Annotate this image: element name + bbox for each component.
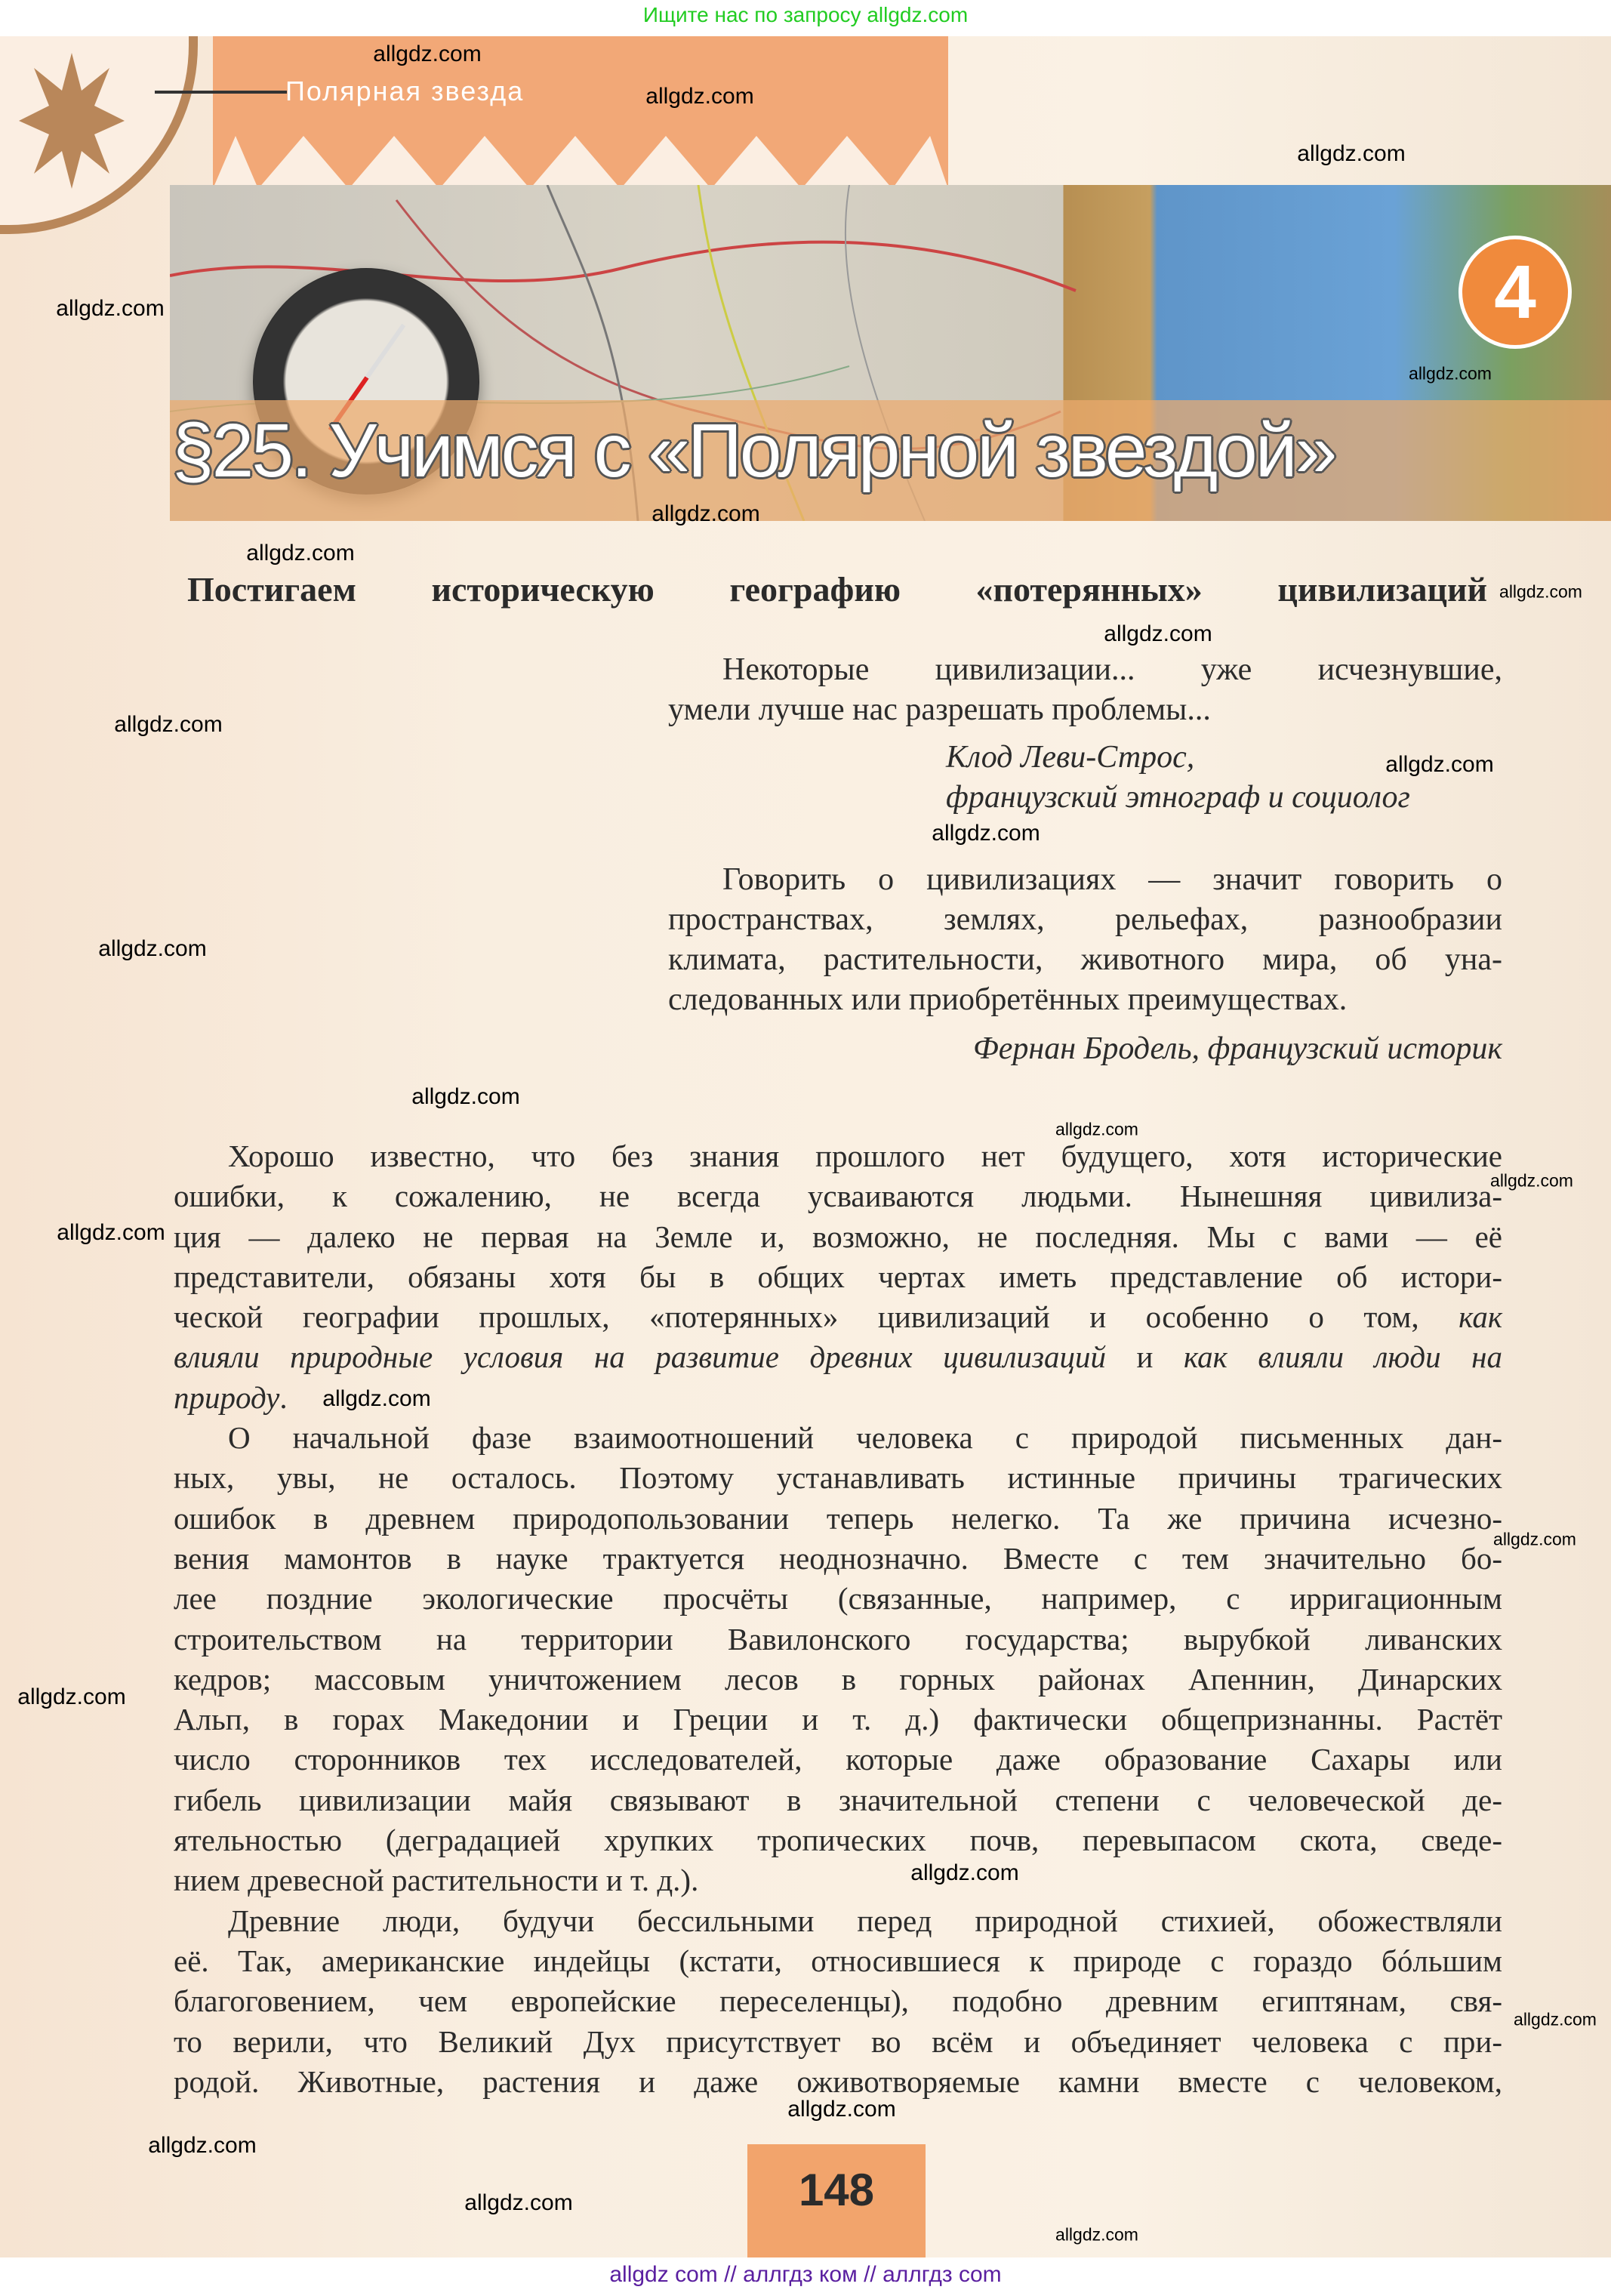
text-line: [174, 1780, 1502, 1820]
text-line: [174, 1217, 1502, 1257]
watermark: allgdz.com: [56, 296, 165, 321]
watermark: allgdz.com: [1385, 752, 1494, 777]
text-line: [174, 2022, 1502, 2062]
text-line: [174, 1901, 1502, 1941]
text-line: [174, 1136, 1502, 1176]
text-segment: Альп, в горах Македонии и Греции и т. д.) фактически общепризнанны. Растёт: [174, 1702, 1502, 1737]
text-segment: ческой географии прошлых, «потерянных» цивилизаций и особенно о том,: [174, 1299, 1459, 1335]
text-line: [174, 1176, 1502, 1216]
text-line: [174, 1620, 1502, 1660]
text-segment: вения мамонтов в науке трактуется неоднозначно. Вместе с тем значительно бо-: [174, 1540, 1502, 1576]
watermark: allgdz.com: [57, 1220, 165, 1245]
star-icon: [15, 45, 128, 196]
text-segment: ошибки, к сожалению, не всегда усваиваются людьми. Нынешняя цивилиза-: [174, 1179, 1502, 1214]
text-line: [174, 1297, 1502, 1337]
text-segment: гибель цивилизации майя связывают в значительной степени с человеческой де-: [174, 1782, 1502, 1817]
text-segment: лее поздние экологические просчёты (связанные, например, с ирригационным: [174, 1581, 1502, 1616]
text-segment: строительством на территории Вавилонского государства; вырубкой ливанских: [174, 1621, 1502, 1657]
epigraph-author: Клод Леви-Строс,: [946, 740, 1195, 775]
watermark: allgdz.com: [114, 712, 223, 737]
watermark: allgdz.com: [1493, 1529, 1576, 1549]
watermark: allgdz.com: [1514, 2009, 1597, 2029]
italic-text: влияли природные условия на развитие древних цивилизаций: [174, 1339, 1106, 1375]
text-line: [174, 1660, 1502, 1700]
watermark: allgdz.com: [411, 1084, 520, 1109]
text-segment: нием древесной растительности и т. д.).: [174, 1863, 699, 1898]
watermark: allgdz.com: [98, 936, 207, 961]
watermark: allgdz.com: [1104, 621, 1212, 646]
chapter-number-badge: 4: [1459, 236, 1572, 349]
text-line: [174, 1740, 1502, 1780]
epigraph-line: Говорить о цивилизациях — значит говорить о: [722, 862, 1502, 897]
epigraph-author: Фернан Бродель, французский историк: [972, 1031, 1502, 1066]
text-segment: ных, увы, не осталось. Поэтому устанавливать истинные причины трагических: [174, 1460, 1502, 1496]
text-line: [174, 1820, 1502, 1860]
watermark: allgdz.com: [373, 42, 482, 66]
epigraph-line: умели лучше нас разрешать проблемы...: [668, 692, 1211, 727]
watermark: allgdz.com: [1055, 1119, 1138, 1139]
site-footer-note: allgdz com // аллгдз ком // аллгдз com: [609, 2262, 1002, 2287]
text-segment: благоговением, чем европейские переселенцы), подобно древним египтянам, свя-: [174, 1983, 1502, 2019]
epigraph-line: Некоторые цивилизации... уже исчезнувшие,: [722, 652, 1502, 687]
banner-rule: [155, 91, 287, 94]
text-segment: число сторонников тех исследователей, которые даже образование Сахары или: [174, 1742, 1502, 1777]
watermark: allgdz.com: [1409, 363, 1492, 384]
epigraph-1-author: [946, 738, 1505, 818]
text-segment: Древние люди, будучи бессильными перед природной стихией, обожествляли: [228, 1903, 1502, 1938]
epigraph-line: климата, растительности, животного мира, об уна-: [668, 942, 1502, 977]
text-segment: ятельностью (деградацией хрупких тропических почв, перевыпасом скота, сведе-: [174, 1823, 1502, 1858]
text-segment: и: [1105, 1339, 1184, 1375]
epigraph-line: следованных или приобретённых преимуществах.: [668, 982, 1348, 1017]
watermark: allgdz.com: [1297, 141, 1406, 166]
watermark: allgdz.com: [645, 84, 754, 109]
watermark: allgdz.com: [910, 1860, 1019, 1885]
watermark: allgdz.com: [1499, 581, 1582, 602]
text-segment: .: [279, 1379, 288, 1415]
text-line: [174, 1579, 1502, 1619]
section-label: Полярная звезда: [285, 76, 525, 106]
paragraph: [174, 1136, 1502, 1418]
epigraph-1: [668, 650, 1502, 730]
text-line: [174, 1257, 1502, 1297]
paragraph: [174, 1901, 1502, 2102]
watermark: allgdz.com: [787, 2097, 896, 2122]
body-text: [174, 1136, 1502, 2102]
text-line: [174, 1700, 1502, 1740]
italic-text: природу: [174, 1379, 280, 1415]
text-segment: то верили, что Великий Дух присутствует во всём и объединяет человека с при-: [174, 2023, 1502, 2059]
search-hint: Ищите нас по запросу allgdz.com: [642, 3, 969, 26]
text-segment: представители, обязаны хотя бы в общих чертах иметь представление об истори-: [174, 1259, 1502, 1294]
epigraph-author-role: французский этнограф и социолог: [946, 780, 1410, 815]
watermark: allgdz.com: [148, 2133, 257, 2158]
epigraph-2: [668, 860, 1502, 1069]
watermark: allgdz.com: [932, 821, 1040, 846]
text-line: [174, 1860, 1502, 1900]
text-line: [174, 1337, 1502, 1377]
text-segment: ошибок в древнем природопользовании теперь нелегко. Та же причина исчезно-: [174, 1500, 1502, 1536]
paragraph: [174, 1418, 1502, 1901]
text-line: [174, 1418, 1502, 1458]
watermark: allgdz.com: [1055, 2224, 1138, 2245]
text-segment: её. Так, американские индейцы (кстати, относившиеся к природе с гораздо бóльшим: [174, 1943, 1502, 1978]
text-line: [174, 1539, 1502, 1579]
watermark: allgdz.com: [651, 501, 760, 526]
text-line: [174, 1458, 1502, 1498]
page-title: §25. Учимся с «Полярной звездой»: [172, 408, 1335, 493]
page-number: 148: [798, 2165, 875, 2215]
text-segment: Хорошо известно, что без знания прошлого нет будущего, хотя исторические: [228, 1139, 1502, 1173]
text-segment: кедров; массовым уничтожением лесов в горных районах Апеннин, Динарских: [174, 1661, 1502, 1697]
watermark: allgdz.com: [322, 1386, 431, 1411]
text-segment: ция — далеко не первая на Земле и, возможно, не последняя. Мы с вами — её: [174, 1219, 1502, 1254]
watermark: allgdz.com: [246, 541, 355, 566]
text-segment: О начальной фазе взаимоотношений человека с природой письменных дан-: [228, 1420, 1502, 1456]
epigraph-line: пространствах, землях, рельефах, разнообразии: [668, 902, 1502, 937]
italic-text: как: [1459, 1299, 1502, 1335]
watermark: allgdz.com: [17, 1684, 126, 1709]
text-line: [174, 1981, 1502, 2021]
text-line: [174, 1499, 1502, 1539]
watermark: allgdz.com: [1490, 1170, 1573, 1191]
text-segment: родой. Животные, растения и даже оживотворяемые камни вместе с человеком,: [174, 2063, 1502, 2099]
watermark: allgdz.com: [464, 2190, 573, 2215]
subtitle: Постигаем историческую географию «потерянных» цивилизаций: [187, 570, 1487, 609]
text-line: [174, 1941, 1502, 1981]
banner-zigzag: [213, 113, 948, 189]
italic-text: как влияли люди на: [1184, 1339, 1502, 1375]
